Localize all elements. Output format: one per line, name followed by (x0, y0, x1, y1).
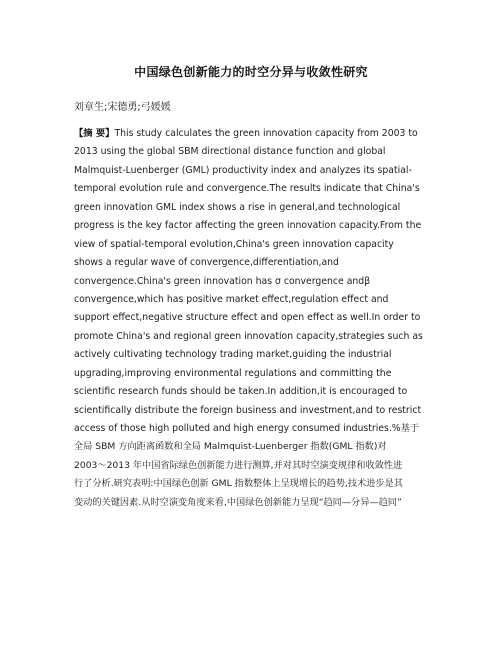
abstract-line: scientifically distribute the foreign business and investment,and to restrict (74, 404, 422, 416)
abstract-line: scientific research funds should be taken.In addition,it is encouraged to (74, 386, 408, 398)
abstract-line: support effect,negative structure effect and open effect as well.In order to (74, 312, 421, 324)
paper-title: 中国绿色创新能力的时空分异与收敛性研究 (134, 65, 368, 79)
abstract-line: 变动的关键因素.从时空演变角度来看,中国绿色创新能力呈现“趋同—分异—趋同” (74, 496, 402, 508)
abstract-line: 2003～2013 年中国省际绿色创新能力进行测算,并对其时空演变规律和收敛性进 (74, 459, 403, 471)
abstract-line: convergence.China's green innovation has σ convergence andβ (74, 275, 371, 287)
paper-authors: 刘章生;宋德勇;弓媛媛 (74, 102, 171, 113)
abstract-line: green innovation GML index shows a rise in general,and technological (74, 201, 401, 213)
abstract-text: This study calculates the green innovation capacity from 2003 to (114, 128, 418, 139)
abstract-line: access of those high polluted and high energy consumed industries.%基于 (74, 423, 420, 434)
abstract-line: progress is the key factor affecting the green innovation capacity.From the (74, 220, 422, 232)
abstract-line: actively cultivating technology trading market,guiding the industrial (74, 349, 392, 361)
abstract-line: 全局 SBM 方向距离函数和全局 Malmquist-Luenberger 指数(GML 指数)对 (74, 441, 387, 453)
abstract-line: Malmquist-Luenberger (GML) productivity index and analyzes its spatial- (74, 164, 412, 176)
abstract-line (74, 125, 444, 143)
abstract-line: promote China's and regional green innovation capacity,strategies such as (74, 330, 423, 342)
abstract-line: shows a regular wave of convergence,differentiation,and (74, 257, 339, 269)
abstract-line: view of spatial-temporal evolution,China's green innovation capacity (74, 238, 394, 250)
abstract-block (74, 125, 444, 512)
abstract-label: 【摘 要】 (74, 128, 115, 139)
abstract-line: upgrading,improving environmental regulations and committing the (74, 367, 392, 379)
abstract-line: convergence,which has positive market effect,regulation effect and (74, 293, 389, 305)
abstract-line: 行了分析.研究表明:中国绿色创新 GML 指数整体上呈现增长的趋势,技术进步是其 (74, 478, 403, 490)
abstract-line: temporal evolution rule and convergence.The results indicate that China's (74, 183, 420, 195)
abstract-line: 2013 using the global SBM directional distance function and global (74, 146, 386, 158)
